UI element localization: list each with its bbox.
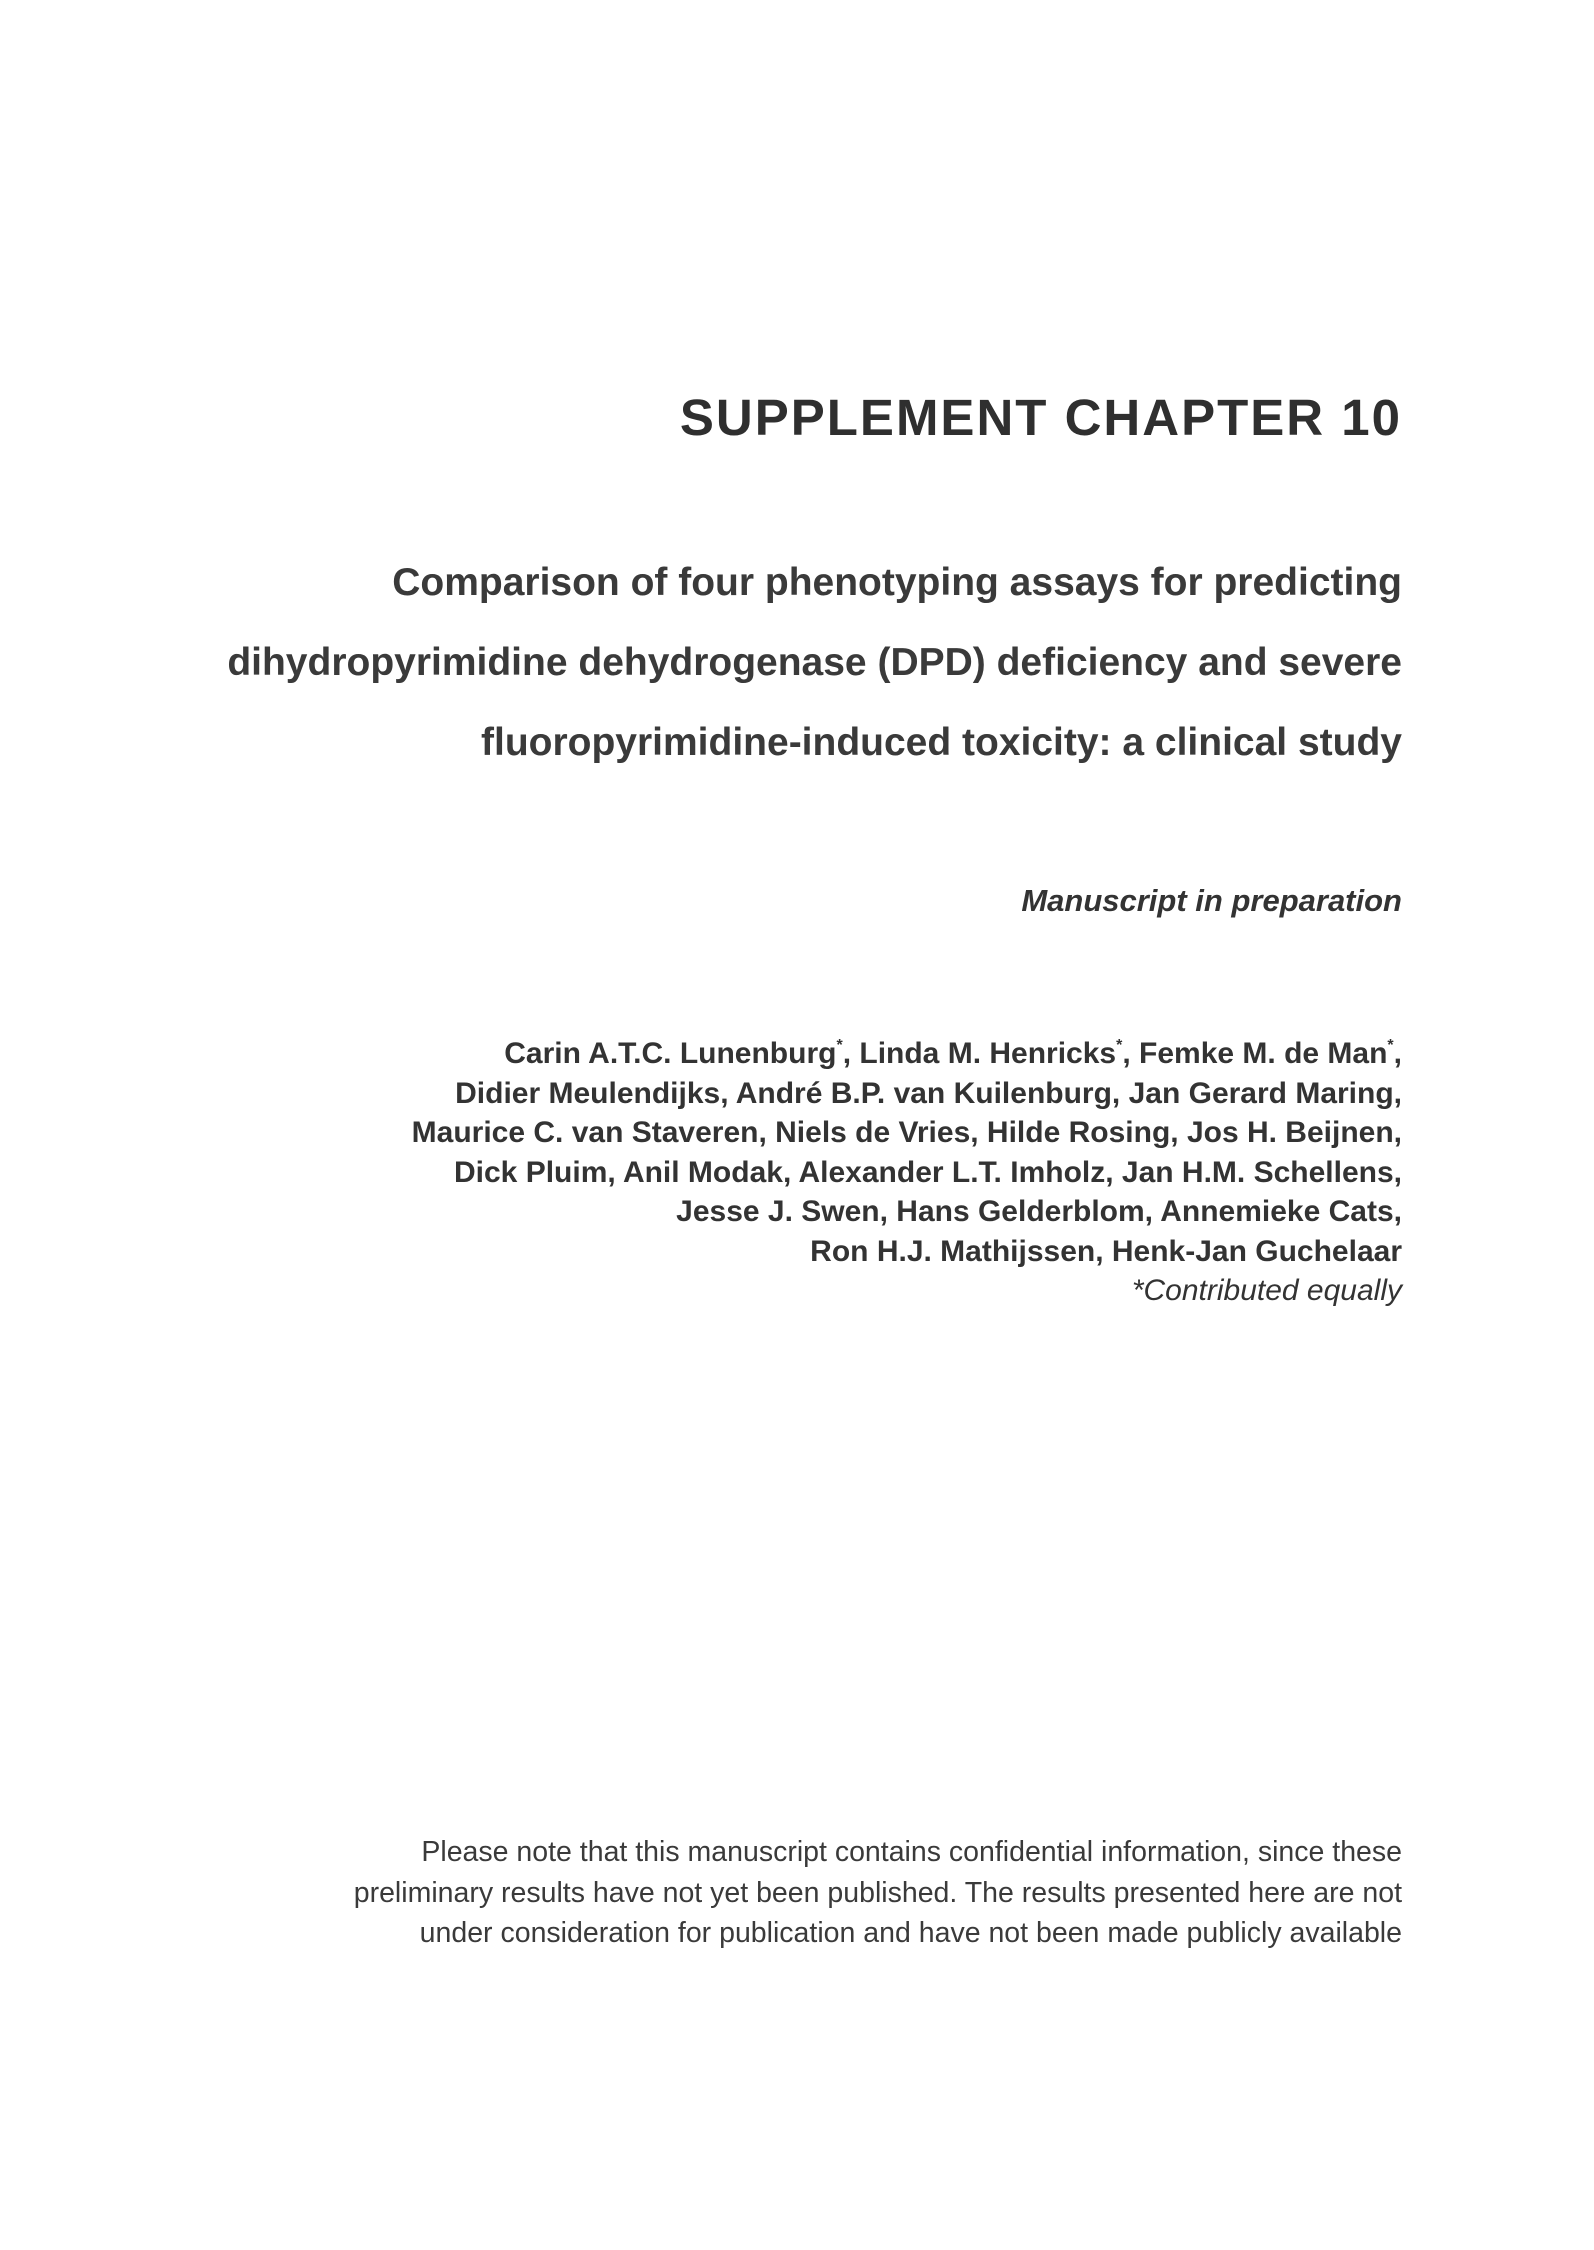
author-separator: ,: [1393, 1037, 1402, 1070]
author-line: Dick Pluim, Anil Modak, Alexander L.T. Imholz, Jan H.M. Schellens,: [454, 1155, 1402, 1189]
equal-contribution-marker: *: [1387, 1037, 1394, 1054]
manuscript-status: Manuscript in preparation: [1021, 883, 1402, 918]
author-line: Ron H.J. Mathijssen, Henk-Jan Guchelaar: [810, 1234, 1402, 1268]
chapter-heading: SUPPLEMENT CHAPTER 10: [679, 389, 1402, 446]
title-line: fluoropyrimidine-induced toxicity: a clinical study: [481, 721, 1402, 764]
author-line: Didier Meulendijks, André B.P. van Kuilenburg, Jan Gerard Maring,: [455, 1076, 1402, 1110]
author-name: , Linda M. Henricks: [842, 1037, 1117, 1070]
author-name: Carin A.T.C. Lunenburg: [504, 1037, 837, 1070]
author-line: Jesse J. Swen, Hans Gelderblom, Annemieke Cats,: [676, 1195, 1402, 1228]
author-list: [202, 1034, 1402, 1311]
title-line: dihydropyrimidine dehydrogenase (DPD) deficiency and severe: [227, 641, 1402, 684]
notice-line: preliminary results have not yet been published. The results presented here are not: [353, 1876, 1402, 1909]
author-name: , Femke M. de Man: [1122, 1037, 1388, 1070]
equal-contribution-marker: *: [1116, 1037, 1123, 1054]
equal-contribution-marker: *: [836, 1037, 843, 1054]
notice-line: Please note that this manuscript contains confidential information, since these: [421, 1836, 1402, 1868]
confidentiality-notice: [202, 1832, 1402, 1954]
title-line: Comparison of four phenotyping assays for predicting: [392, 561, 1402, 604]
article-title: [122, 543, 1402, 783]
author-line: Maurice C. van Staveren, Niels de Vries, Hilde Rosing, Jos H. Beijnen,: [411, 1116, 1402, 1149]
notice-line: under consideration for publication and have not been made publicly available: [419, 1917, 1402, 1949]
contribution-note: *Contributed equally: [1131, 1274, 1402, 1307]
author-line: [202, 1034, 1402, 1074]
